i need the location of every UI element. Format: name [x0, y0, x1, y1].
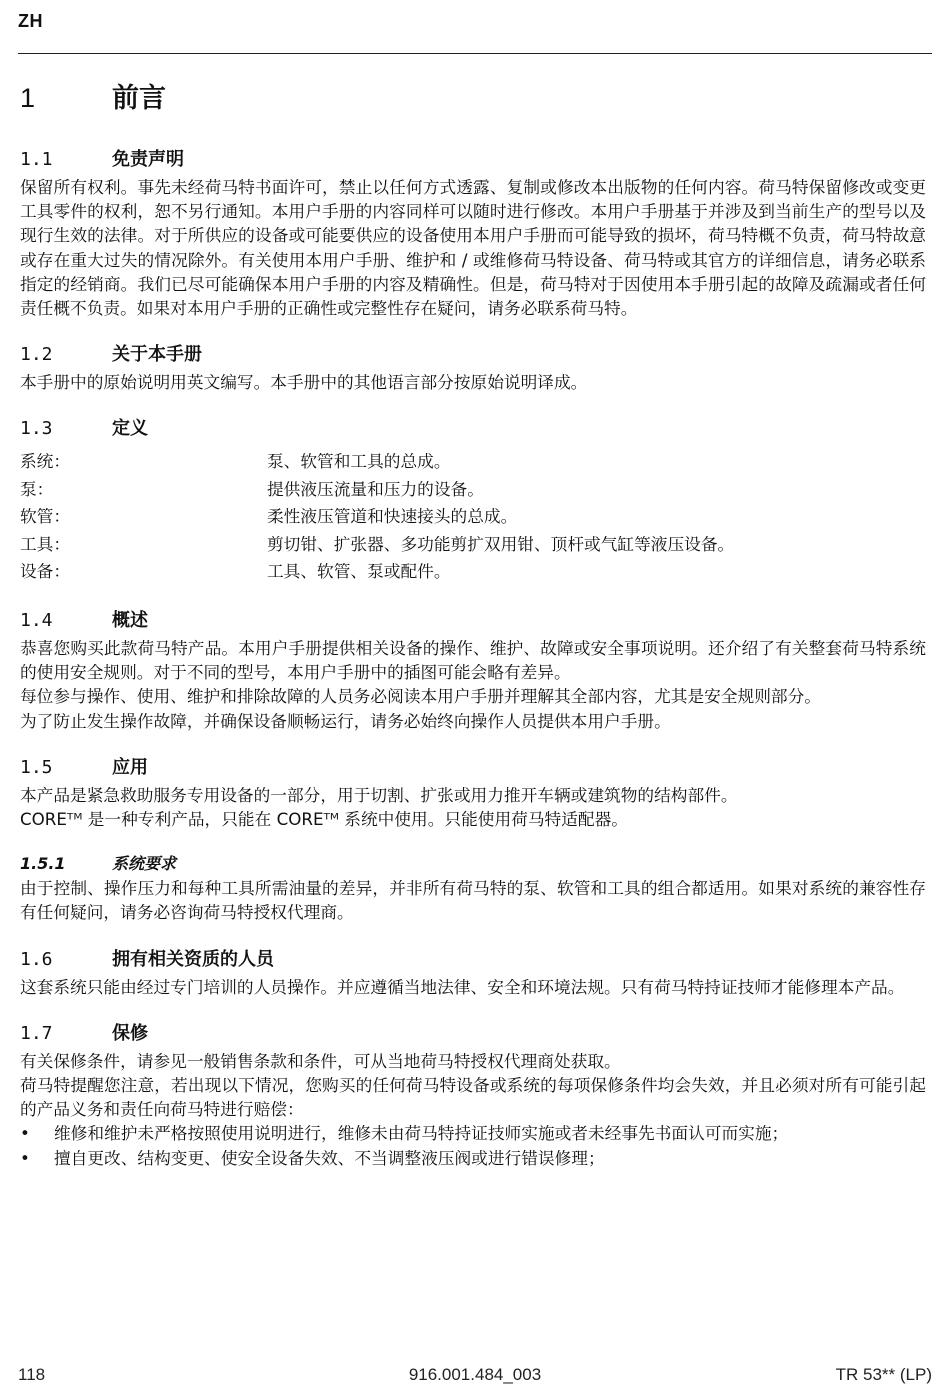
section-number: 1.5	[20, 756, 53, 778]
definition-row	[20, 503, 926, 531]
section-title: 关于本手册	[112, 344, 202, 366]
header-divider	[18, 53, 932, 54]
section-heading-1-1	[20, 145, 926, 171]
definition-term: 工具：	[20, 533, 71, 554]
language-code: ZH	[18, 11, 43, 31]
definition-term: 泵：	[20, 478, 54, 499]
definition-term: 设备：	[20, 561, 71, 582]
overview-paragraph: 为了防止发生操作故障，并确保设备顺畅运行，请务必始终向操作人员提供本用户手册。	[20, 710, 671, 731]
section-title: 定义	[112, 418, 148, 440]
section-title: 免责声明	[112, 149, 184, 170]
definitions-list	[20, 448, 926, 586]
subsection-title: 系统要求	[112, 854, 177, 874]
page-content	[20, 76, 926, 1170]
page-number: 118	[18, 1365, 46, 1384]
bullet-text: 维修和维护未严格按照使用说明进行，维修未由荷马特持证技师实施或者未经事先书面认可而实施；	[54, 1123, 789, 1144]
section-heading-1-5	[20, 753, 926, 779]
section-number: 1.6	[20, 948, 53, 970]
section-number: 1.4	[20, 609, 53, 631]
section-heading-1-4	[20, 606, 926, 632]
disclaimer-paragraph: 保留所有权利。事先未经荷马特书面许可，禁止以任何方式透露、复制或修改本出版物的任何内容。荷马特保留修改或变更工具零件的权利，恕不另行通知。本用户手册的内容同样可以随时进行修改。本用户手册基于并涉及到当前生产的型号以及现行生效的法律。对于所供应的设备或可能要供应的设备使用本用户手册而可能导致的损坏，荷马特概不负责，荷马特故意或存在重大过失的情况除外。有关使用本用户手册、维护和 / 或维修荷马特设备、荷马特或其官方的详细信息，请务必联系指定的经销商。我们已尽可能确保本用户手册的内容及精确性。但是，荷马特对于因使用本手册引起的故障及疏漏或者任何责任概不负责。如果对本用户手册的正确性或完整性存在疑问，请务必联系荷马特。	[20, 177, 926, 319]
warranty-paragraph: 有关保修条件，请参见一般销售条款和条件，可从当地荷马特授权代理商处获取。	[20, 1050, 621, 1071]
bullet-mark: •	[20, 1123, 30, 1144]
definition-description: 泵、软管和工具的总成。	[267, 451, 451, 472]
overview-paragraph: 每位参与操作、使用、维护和排除故障的人员务必阅读本用户手册并理解其全部内容，尤其是安全规则部分。	[20, 686, 821, 707]
warranty-paragraph: 荷马特提醒您注意，若出现以下情况，您购买的任何荷马特设备或系统的每项保修条件均会失效，并且必须对所有可能引起的产品义务和责任向荷马特进行赔偿：	[20, 1074, 926, 1120]
definition-description: 剪切钳、扩张器、多功能剪扩双用钳、顶杆或气缸等液压设备。	[267, 533, 735, 554]
chapter-heading	[20, 76, 926, 115]
chapter-title: 前言	[112, 83, 166, 114]
chapter-number: 1	[20, 83, 36, 113]
subsection-number: 1.5.1	[20, 854, 66, 874]
definition-description: 提供液压流量和压力的设备。	[267, 478, 484, 499]
section-number: 1.2	[20, 344, 53, 366]
definition-row	[20, 531, 926, 559]
section-title: 拥有相关资质的人员	[112, 948, 274, 970]
system-requirements-paragraph: 由于控制、操作压力和每种工具所需油量的差异，并非所有荷马特的泵、软管和工具的组合都适用。如果对系统的兼容性存有任何疑问，请务必咨询荷马特授权代理商。	[20, 878, 926, 923]
warranty-bullet	[20, 1146, 926, 1170]
definition-row	[20, 558, 926, 586]
section-heading-1-3	[20, 414, 926, 440]
definition-row	[20, 476, 926, 504]
document-code: 916.001.484_003	[408, 1365, 542, 1384]
definition-description: 柔性液压管道和快速接头的总成。	[267, 506, 518, 527]
qualified-personnel-paragraph: 这套系统只能由经过专门培训的人员操作。并应遵循当地法律、安全和环境法规。只有荷马特持证技师才能修理本产品。	[20, 976, 905, 997]
section-title: 应用	[112, 756, 148, 778]
definition-term: 软管：	[20, 506, 71, 527]
section-heading-1-7	[20, 1019, 926, 1045]
model-code: TR 53** (LP)	[835, 1365, 932, 1384]
manual-info-paragraph: 本手册中的原始说明用英文编写。本手册中的其他语言部分按原始说明译成。	[20, 372, 588, 393]
definition-row	[20, 448, 926, 476]
section-heading-1-6	[20, 945, 926, 971]
warranty-bullet	[20, 1121, 926, 1145]
application-paragraph: COREᵀᴹ 是一种专利产品，只能在 COREᵀᴹ 系统中使用。只能使用荷马特适配器。	[20, 808, 628, 829]
subsection-heading-1-5-1	[20, 851, 926, 874]
definition-description: 工具、软管、泵或配件。	[267, 561, 451, 582]
definition-term: 系统：	[20, 451, 71, 472]
section-number: 1.3	[20, 418, 53, 440]
section-title: 保修	[112, 1022, 148, 1044]
bullet-mark: •	[20, 1147, 30, 1168]
application-paragraph: 本产品是紧急救助服务专用设备的一部分，用于切割、扩张或用力推开车辆或建筑物的结构部件。	[20, 784, 738, 805]
section-number: 1.1	[20, 149, 53, 170]
section-heading-1-2	[20, 340, 926, 366]
section-number: 1.7	[20, 1022, 53, 1044]
bullet-text: 擅自更改、结构变更、使安全设备失效、不当调整液压阀或进行错误修理；	[54, 1147, 605, 1168]
section-title: 概述	[112, 609, 148, 631]
overview-paragraph: 恭喜您购买此款荷马特产品。本用户手册提供相关设备的操作、维护、故障或安全事项说明。还介绍了有关整套荷马特系统的使用安全规则。对于不同的型号，本用户手册中的插图可能会略有差异。	[20, 637, 926, 683]
